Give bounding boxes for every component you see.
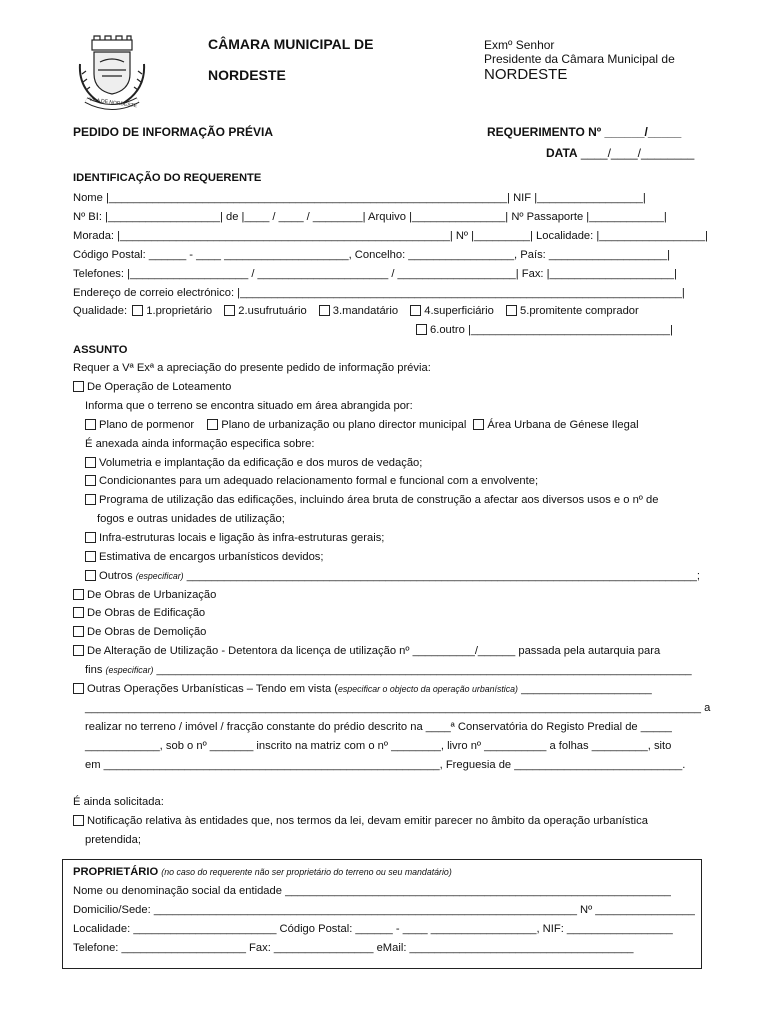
option-programa [85, 494, 658, 506]
outras-ops-label: Outras Operações Urbanísticas – Tendo em vista ( [87, 683, 339, 695]
outras-ops-input[interactable]: _____________________ [517, 683, 652, 695]
qualidade-label: Qualidade: [73, 305, 128, 317]
edificacao-label: De Obras de Edificação [87, 607, 206, 619]
condicionantes-checkbox[interactable] [85, 475, 96, 486]
council-name-line1: CÂMARA MUNICIPAL DE [208, 36, 374, 52]
programa-continuation: fogos e outras unidades de utilização; [97, 513, 285, 525]
volumetria-checkbox[interactable] [85, 457, 96, 468]
proprietario-note: (no caso do requerente não ser proprietário do terreno ou seu mandatário) [161, 867, 452, 877]
qualidade-checkbox-3[interactable] [319, 305, 330, 316]
solicitada-heading: É ainda solicitada: [73, 796, 164, 808]
field-nome[interactable]: Nome |________________________________________________________________| NIF |_________________| [73, 192, 646, 204]
anexada-text: É anexada ainda informação especifica sobre: [85, 438, 315, 450]
infra-checkbox[interactable] [85, 532, 96, 543]
loteamento-checkbox[interactable] [73, 381, 84, 392]
informa-text: Informa que o terreno se encontra situado em área abrangida por: [85, 400, 413, 412]
field-morada[interactable]: Morada: |_____________________________________________________| Nº |_________| Localidade: |_________________| [73, 230, 708, 242]
option-edificacao [73, 607, 205, 619]
outros-checkbox[interactable] [85, 570, 96, 581]
council-name-line2: NORDESTE [208, 67, 286, 83]
proprietario-telefone[interactable]: Telefone: ____________________ Fax: ________________ eMail: ____________________________________ [73, 942, 634, 954]
option-outras-ops [73, 683, 652, 695]
volumetria-label: Volumetria e implantação da edificação e dos muros de vedação; [99, 457, 423, 469]
option-outros [85, 570, 700, 582]
qualidade-option-1: 1.proprietário [146, 305, 213, 317]
option-demolicao [73, 626, 206, 638]
option-alteracao [73, 645, 660, 657]
qualidade-row [73, 305, 639, 317]
notificacao-continuation: pretendida; [85, 834, 141, 846]
urbanizacao-checkbox[interactable] [73, 589, 84, 600]
demolicao-label: De Obras de Demolição [87, 626, 207, 638]
qualidade-checkbox-6[interactable] [416, 324, 427, 335]
assunto-heading: ASSUNTO [73, 344, 128, 356]
option-urbanizacao [73, 589, 216, 601]
addressee-line1: Exmº Senhor [484, 38, 555, 52]
plano-urbanizacao-checkbox[interactable] [207, 419, 218, 430]
field-codigo-postal[interactable]: Código Postal: ______ - ____ ____________________, Concelho: _________________, País: ___________________| [73, 249, 670, 261]
alteracao-label: De Alteração de Utilização - Detentora da licença de utilização nº __________/______ passada pela autarquia para [87, 645, 661, 657]
area-urbana-checkbox[interactable] [473, 419, 484, 430]
outros-input[interactable]: __________________________________________________________________________________; [186, 570, 701, 582]
condicionantes-label: Condicionantes para um adequado relacionamento formal e funcional com a envolvente; [99, 475, 539, 487]
realizar-text[interactable]: realizar no terreno / imóvel / fracção constante do prédio descrito na ____ª Conservatória do Registo Predial de _____ [85, 721, 672, 733]
addressee-line3: NORDESTE [484, 66, 568, 83]
plano-urbanizacao-label: Plano de urbanização ou plano director municipal [221, 419, 467, 431]
qualidade-checkbox-1[interactable] [132, 305, 143, 316]
option-loteamento [73, 381, 231, 393]
qualidade-checkbox-5[interactable] [506, 305, 517, 316]
proprietario-heading-row [73, 866, 452, 878]
plano-pormenor-checkbox[interactable] [85, 419, 96, 430]
addressee-line2: Presidente da Câmara Municipal de [484, 52, 675, 66]
option-notificacao [73, 815, 648, 827]
sob-text[interactable]: ____________, sob o nº _______ inscrito na matriz com o nº ________, livro nº __________ a folhas _________, sito [85, 740, 672, 752]
proprietario-heading: PROPRIETÁRIO [73, 866, 159, 878]
requerimento-number[interactable]: REQUERIMENTO Nº ______/_____ [487, 125, 682, 139]
estimativa-label: Estimativa de encargos urbanísticos devidos; [99, 551, 324, 563]
option-estimativa [85, 551, 324, 563]
fins-spec: (especificar) [105, 665, 154, 675]
municipal-crest [72, 34, 152, 114]
area-urbana-label: Área Urbana de Génese Ilegal [487, 419, 639, 431]
qualidade-option-4: 4.superficiário [424, 305, 494, 317]
alteracao-checkbox[interactable] [73, 645, 84, 656]
field-email[interactable]: Endereço de correio electrónico: |_______________________________________________________________________| [73, 287, 685, 299]
proprietario-localidade[interactable]: Localidade: _______________________ Código Postal: ______ - ____ _________________, NIF: _________________ [73, 923, 673, 935]
option-volumetria [85, 457, 422, 469]
fins-label: fins [85, 664, 103, 676]
field-bi[interactable]: Nº BI: |__________________| de |____ / ____ / ________| Arquivo |_______________| Nº Passaporte |____________| [73, 211, 667, 223]
identificacao-heading: IDENTIFICAÇÃO DO REQUERENTE [73, 172, 262, 184]
infra-label: Infra-estruturas locais e ligação às infra-estruturas gerais; [99, 532, 385, 544]
notificacao-checkbox[interactable] [73, 815, 84, 826]
qualidade-option-5: 5.promitente comprador [519, 305, 639, 317]
option-condicionantes [85, 475, 538, 487]
estimativa-checkbox[interactable] [85, 551, 96, 562]
date-field[interactable] [546, 146, 694, 160]
option-infra [85, 532, 384, 544]
crest-text: VILA DE NORDESTE [88, 96, 138, 110]
form-title: PEDIDO DE INFORMAÇÃO PRÉVIA [73, 125, 274, 139]
qualidade-option-2: 2.usufrutuário [238, 305, 307, 317]
notificacao-label: Notificação relativa às entidades que, nos termos da lei, devam emitir parecer no âmbito da operação urbanística [87, 815, 648, 827]
qualidade-checkbox-2[interactable] [224, 305, 235, 316]
programa-checkbox[interactable] [85, 494, 96, 505]
qualidade-option-6[interactable]: 6.outro |________________________________| [430, 324, 673, 336]
demolicao-checkbox[interactable] [73, 626, 84, 637]
urbanizacao-label: De Obras de Urbanização [87, 589, 217, 601]
em-text[interactable]: em ______________________________________________________, Freguesia de ___________________________. [85, 759, 686, 771]
fins-input[interactable]: ______________________________________________________________________________________ [156, 664, 692, 676]
proprietario-domicilio[interactable]: Domicilio/Sede: ____________________________________________________________________ Nº ________________ [73, 904, 695, 916]
outras-ops-checkbox[interactable] [73, 683, 84, 694]
plano-pormenor-label: Plano de pormenor [99, 419, 195, 431]
qualidade-option-3: 3.mandatário [332, 305, 399, 317]
proprietario-nome[interactable]: Nome ou denominação social da entidade ______________________________________________________________ [73, 885, 671, 897]
outras-ops-spec: especificar o objecto da operação urbanística) [338, 684, 518, 694]
programa-label: Programa de utilização das edificações, incluindo área bruta de construção a afectar aos diversos usos e o nº de [99, 494, 659, 506]
outros-spec: (especificar) [135, 571, 184, 581]
fins-row [85, 664, 692, 676]
line-a[interactable]: ___________________________________________________________________________________________________ a [85, 702, 711, 714]
date-input[interactable]: ____/____/________ [580, 146, 695, 160]
outros-label: Outros [99, 570, 133, 582]
plano-row [85, 419, 639, 431]
assunto-intro: Requer a Vª Exª a apreciação do presente pedido de informação prévia: [73, 362, 431, 374]
loteamento-label: De Operação de Loteamento [87, 381, 232, 393]
field-telefones[interactable]: Telefones: |___________________ / _____________________ / ___________________| Fax: |____________________| [73, 268, 677, 280]
qualidade-checkbox-4[interactable] [410, 305, 421, 316]
date-label: DATA [546, 146, 578, 160]
qualidade-row-outro [416, 324, 673, 336]
edificacao-checkbox[interactable] [73, 607, 84, 618]
